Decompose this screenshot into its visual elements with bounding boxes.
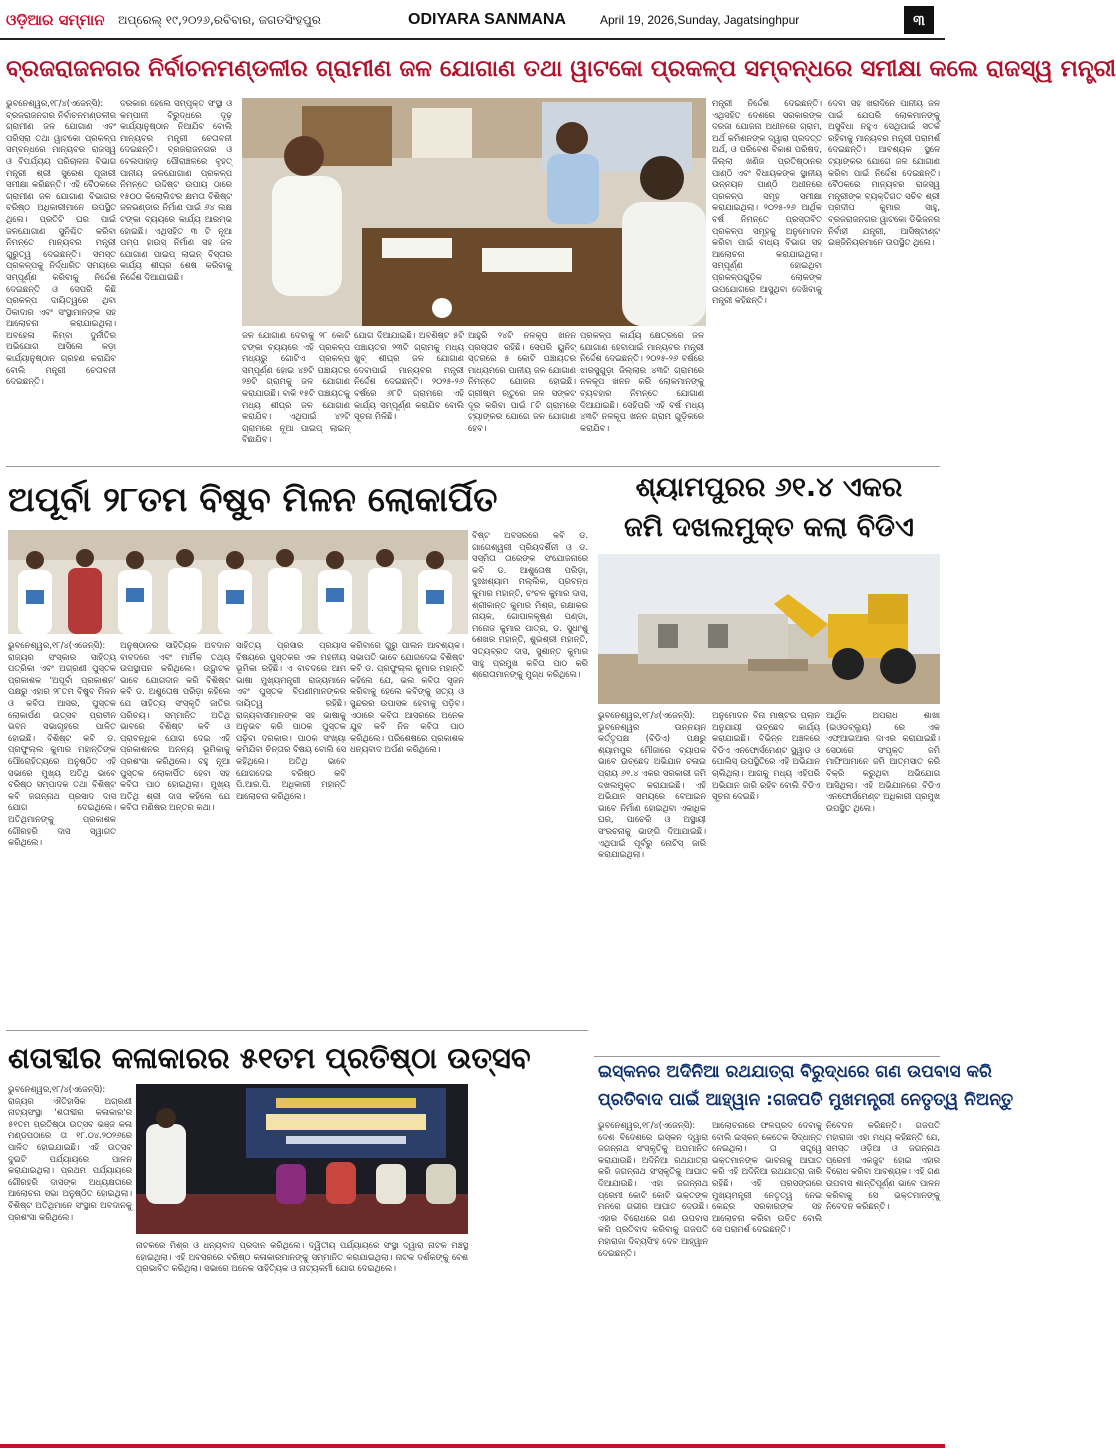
masthead: [0, 0, 945, 40]
date-odia: ଅପ୍ରେଲ୍ ୧୯,୨୦୨୬,ରବିବାର, ଜଗତସିଂହପୁର: [118, 13, 321, 27]
article-column: ସାହିତ୍ୟ ପ୍ରସାର ପ୍ରୟାସ ବିଷୟରେ ପୁସ୍ତକର ଏକ ମହନୀୟ ଭୂମିକା ରହିଛି। ଏ ବାବଦରେ ଆମ ଭାଷା ମୁଖ୍ୟମନ୍ତ୍ରୀ ରାଜ୍ୟମାନେ ଏବଂ ପୁସ୍ତକ ବିପଣୀମାନଙ୍କର ଦାୟିତ୍ୱ ରହିଛି। ରାଜ୍ୟବାସୀମାନଙ୍କ ସହ ଭାଷାକୁ ଅନୁଭବ କରି ପାଠକ ପୁସ୍ତକ ପଢ଼ିବା ଦରକାର। ପାଠକ ସଂଖ୍ୟା କମିଯିବା ଚିନ୍ତାର ବିଷୟ ବୋଲି ସେ କହିଥିଲେ। ଅତିଥି ଭାବେ ଯୋଗଦେଇ ବରିଷ୍ଠ କବି ପି.ଆର.ପି. ଅଧିକାରୀ ମହାନ୍ତି ଆଲୋଚନା କରିଥିଲେ।: [236, 640, 346, 801]
foundation-day-photo: [136, 1084, 468, 1234]
article-column: ପ୍ରକଳ୍ପ କାର୍ଯ୍ୟ କ୍ଷେତ୍ରରେ ଜଳ ଯୋଗାଣ ହେବାପାଇଁ ମାନ୍ୟବର ମନ୍ତ୍ରୀ ନିର୍ଦ୍ଦେଶ ଦେଇଛନ୍ତି। ୨୦୨୫-୨୬ ବର୍ଷରେ ଝାରସୁଗୁଡ଼ା ଜିଲ୍ଲାର ୪୩ଟି ଗ୍ରାମରେ ନଳକୂପ ଖନନ କରି ଲୋକମାନଙ୍କୁ ବ୍ୟବହାର ନିମନ୍ତେ ଯୋଗାଣ ଦିଆଯାଇଛି। ସେହିପରି ଏହି ବର୍ଷ ମଧ୍ୟ ୪୩ଟି ନଳକୂପ ଖନନ ଗ୍ରାମ ଗୁଡ଼ିକରେ କରାଯିବ।: [580, 330, 704, 433]
article-column: ଯୋଗ ଦିଆଯାଇଛି। ଅବଶିଷ୍ଟ ୫ଟି ପଞ୍ଚାୟତର ୨୩ଟି ଗ୍ରାମକୁ ମଧ୍ୟ ଖୁବ୍ ଶୀଘ୍ର ଜଳ ଯୋଗାଣ ଦେବାପାଇଁ ମାନ୍ୟବର ମନ୍ତ୍ରୀ ନିର୍ଦ୍ଦେଶ ଦେଇଛନ୍ତି। ୨୦୨୫-୨୬ ବର୍ଷରେ ୬୮ଟି ଗ୍ରାମରେ ଏହି କାର୍ଯ୍ୟ ସମ୍ପୂର୍ଣ୍ଣ କରାଯିବ ବୋଲି ସୂଚନା ମିଳିଛି।: [354, 330, 464, 422]
article-column: କରିବାରେ ଗୁରୁ ପାଲନ ଆବଶ୍ୟକ। ସଭାପତି ଭାବେ ଯୋଗଦେଇ ବିଶିଷ୍ଟ କବି ଡ. ପ୍ରଫୁଲ୍ଲ କୁମାର ମହାନ୍ତି କହିଲେ ଯେ, ଭଲ କବିତା ସୃଜନ କରିବାକୁ ହେଲେ କବିଙ୍କୁ ସତ୍ୟ ଓ ସୁନ୍ଦରର ଉପାସକ ହେବାକୁ ପଡ଼ିବ। ଏଠାରେ କବିତା ଆସରରେ ଅନେକ ଯୁବ କବି ନିଜ କବିତା ପାଠ କରିଥିଲେ। ପରିଶେଷରେ ପ୍ରକାଶକ ଧନ୍ୟବାଦ ଅର୍ପଣ କରିଥିଲେ।: [350, 640, 464, 755]
article-column: ଭୁବନେଶ୍ୱର,୧୮/୪(ଏଜେନ୍ସି): ବ୍ରଜରାଜନଗର ନିର୍ବାଚନମଣ୍ଡଳୀର ଗ୍ରାମୀଣ ଜଳ ଯୋଗାଣ ଏବଂ ପରିସ୍ରା ତଥା ୱାଟକୋ ପ୍ରକଳ୍ପ ସମ୍ବନ୍ଧରେ ମାନ୍ୟବର ରାଜସ୍ୱ ଓ ବିପର୍ଯ୍ୟୟ ପରିଚାଳନା ବିଭାଗ ମନ୍ତ୍ରୀ ଶ୍ରୀ ସୁରେଶ ପୂଜାରୀ ସମୀକ୍ଷା କରିଛନ୍ତି। ଏହି ବୈଠକରେ ଗ୍ରାମୀଣ ଜଳ ଯୋଗାଣ ବିଭାଗର ବରିଷ୍ଠ ଅଧିକାରୀମାନେ ଉପସ୍ଥିତ ଥିଲେ। ପ୍ରତିଟି ଘର ପାଇଁ ଜଳଯୋଗାଣ ସୁନିଶ୍ଚିତ କରିବା ନିମନ୍ତେ ମାନ୍ୟବର ମନ୍ତ୍ରୀ ଗୁରୁତ୍ୱ ଦେଇଛନ୍ତି। ସମସ୍ତ ପ୍ରକଳ୍ପକୁ ନିର୍ଦ୍ଧାରିତ ସମୟରେ ସମ୍ପୂର୍ଣ୍ଣ କରିବାକୁ ନିର୍ଦ୍ଦେଶ ଦେଇଛନ୍ତି ଓ ସେପରି କିଛି ପ୍ରକଳ୍ପ ଦାୟିତ୍ୱରେ ଥିବା ଠିକାଦାର ଏବଂ ସଂସ୍ଥାମାନଙ୍କ ସହ ଆଲୋଚନା କରାଯାଇଥିଲା। ଅବହେଳା କିମ୍ବା ଦୁର୍ନୀତିର ଅଭିଯୋଗ ଆସିଲେ କଡ଼ା କାର୍ଯ୍ୟାନୁଷ୍ଠାନ ଗ୍ରହଣ କରାଯିବ ବୋଲି ମନ୍ତ୍ରୀ ଚେତାବନୀ ଦେଇଛନ୍ତି।: [6, 98, 116, 387]
article-column: ଭୁବନେଶ୍ୱର,୧୮/୪(ଏଜେନ୍ସି): ଭୁବନେଶ୍ୱର ଉନ୍ନୟନ କର୍ତ୍ତୃପକ୍ଷ (ବିଡିଏ) ପକ୍ଷରୁ ଶ୍ୟାମପୁର ମୌଜାରେ ବ୍ୟାପକ ଭାବେ ଉଚ୍ଛେଦ ଅଭିଯାନ ଚଳାଇ ପ୍ରାୟ ୬୧.୪ ଏକର ସରକାରୀ ଜମି ଦଖଲମୁକ୍ତ କରାଯାଇଛି। ଏହି ଅଭିଯାନ ସମୟରେ ବେଆଇନ ଭାବେ ନିର୍ମାଣ ହୋଇଥିବା ଏକାଧିକ ଘର, ପାଚେରି ଓ ଅସ୍ଥାୟୀ ସଂରଚନାକୁ ଭାଙ୍ଗି ଦିଆଯାଇଛି। ଏଥିପାଇଁ ପୂର୍ବରୁ ନୋଟିସ୍ ଜାରି କରାଯାଇଥିଲା।: [598, 710, 706, 860]
divider: [6, 1030, 588, 1031]
divider: [594, 1056, 940, 1057]
article-column: ଆଲୋଚନାରେ ଫଳପ୍ରଦ ଦେବାକୁ ବୋଲି ଇସ୍କନ୍ କେତେକ ସିଦ୍ଧାନ୍ତ ନେଇଥିଲା। ତା ସତ୍ତ୍ୱେ ଭକ୍ତମାନଙ୍କ ଭାବନାକୁ ଆଘାତ କରି ଏହି ଅଦିନିଆ ରଥଯାତ୍ରା ଜାରି ରହିଛି। ଏହି ପ୍ରସଙ୍ଗରେ ମୁଖ୍ୟମନ୍ତ୍ରୀ ନେତୃତ୍ୱ ନେଇ କେନ୍ଦ୍ର ସରକାରଙ୍କ ସହ ଆଲୋଚନା କରିବା ଉଚିତ ବୋଲି ସେ ପରାମର୍ଶ ଦେଇଛନ୍ତି।: [712, 1120, 822, 1235]
meeting-photo-illustration: [242, 98, 706, 326]
paper-logo: ଓଡ଼ିଆର ସମ୍ମାନ: [6, 11, 105, 29]
divider: [6, 466, 940, 467]
page-bottom-rule: [0, 1444, 945, 1448]
demolition-illustration: [598, 554, 940, 704]
paper-name: ODIYARA SANMANA: [408, 11, 566, 28]
headline-bda-line2: ଜମି ଦଖଲମୁକ୍ତ କଲା ବିଡିଏ: [623, 512, 915, 543]
foundation-day-illustration: [136, 1084, 468, 1234]
book-release-illustration: [8, 530, 468, 634]
article-column: ଅନୁମୋଦନ ବିନା ମାଷ୍ଟର ପ୍ଲାନ ଅନୁଯାୟୀ ଉଚ୍ଛେଦ କାର୍ଯ୍ୟ କରାଯାଇଛି। ବିଭିନ୍ନ ଅଞ୍ଚଳରେ ବିଡିଏ ଏନଫୋର୍ସମେଣ୍ଟ ସ୍କ୍ୱାଡ ଓ ପୋଲିସ୍ ଉପସ୍ଥିତିରେ ଏହି ଅଭିଯାନ ଚାଲିଥିଲା। ଆଗକୁ ମଧ୍ୟ ଏହିପରି ଅଭିଯାନ ଜାରି ରହିବ ବୋଲି ବିଡିଏ ସୂଚନା ଦେଇଛି।: [712, 710, 820, 802]
article-column: ଭୁବନେଶ୍ୱର,୧୮/୪(ଏଜେନ୍ସି): ଦେଶ ବିଦେଶରେ ଇସ୍କନ ଦ୍ୱାରା ଜଗନ୍ନାଥ ସଂସ୍କୃତିକୁ ଅପମାନିତ କରାଯାଉଛି। ଅଦିନିଆ ରଥଯାତ୍ରା କରି ଜଗନ୍ନାଥ ସଂସ୍କୃତିକୁ ଆଘାତ ଦିଆଯାଉଛି। ଏହା ଜଗନ୍ନାଥ ପ୍ରେମୀ କୋଟି କୋଟି ଭକ୍ତଙ୍କ ମନରେ ଗଭୀର ଆଘାତ ଦେଉଛି। ଏହାର ବିରୋଧରେ ଗଣ ଉପବାସ କରି ପ୍ରତିବାଦ କରିବାକୁ ଗଜପତି ମହାରାଜା ଦିବ୍ୟସିଂହ ଦେବ ଆହ୍ୱାନ ଦେଇଛନ୍ତି।: [598, 1120, 708, 1258]
article-column: ଆହୁରି ୨୪ଟି ନଳକୂପ ଖନନ ପ୍ରସ୍ତାବ ରହିଛି। ସେପରି ୟୁନିଟ୍ ସ୍ତରରେ ୫ କୋଟି ପଞ୍ଚାୟତର ମାଧ୍ୟମରେ ପାନୀୟ ଜଳ ଯୋଗାଣ ନିମନ୍ତେ ଯୋଜନା ହୋଇଛି। ଗ୍ରୀଷ୍ମ ଋତୁରେ ଜଳ ସଙ୍କଟ ଦୂର କରିବା ପାଇଁ ୮ଟି ଗ୍ରାମରେ ଟ୍ୟାଙ୍କର ଯୋଗେ ଜଳ ଯୋଗାଣ ହେବ।: [468, 330, 576, 433]
headline-iskcon-line2: ପ୍ରତିବାଦ ପାଇଁ ଆହ୍ୱାନ :ଗଜପତି ମୁଖମନ୍ତ୍ରୀ ନେତୃତ୍ୱ ନିଅନ୍ତୁ: [598, 1090, 1014, 1110]
headline-apurba-release: ଅପୂର୍ବା ୨୮ତମ ବିଷୁବ ମିଳନ ଲୋକାର୍ପିତ: [8, 480, 498, 520]
headline-revenue-minister: ବ୍ରଜରାଜନଗର ନିର୍ବାଚନମଣ୍ଡଳୀର ଗ୍ରାମୀଣ ଜଳ ଯୋଗାଣ ତଥା ୱାଟକୋ ପ୍ରକଳ୍ପ ସମ୍ବନ୍ଧରେ ସମୀକ୍ଷା କଲେ ରାଜସ୍ୱ ମନ୍ତ୍ରୀ: [6, 56, 1116, 82]
meeting-photo: [242, 98, 706, 326]
article-column: ବିଷ୍ଟ ଅବସରରେ କବି ଡ. ଗାଗେଶ୍ୱରୀ ପ୍ରିୟଦର୍ଶିନୀ ଓ ଡ. ସସ୍ମିତା ତାରେଙ୍କ ସଂଯୋଜନାରେ କବି ଡ. ଆଶୁତୋଷ ପରିଡ଼ା, ଦୁଃଖଶ୍ୟାମ ମଲ୍ଲିକ, ପ୍ରବନ୍ଧ କୁମାର ମହାନ୍ତି, ଚଂଚଳ କୁମାର ଦାସ, ଶ୍ରୀକାନ୍ତ କୁମାର ମିଶ୍ର, ରକ୍ଷାକର ନାୟକ, ଗୋପାଳକୃଷ୍ଣ ପଣ୍ଡା, ମନୋଜ କୁମାର ପାତ୍ର, ଡ. ସୁଧାଂଶୁ ଶେଖର ମହାନ୍ତି, ଶୁଭଶ୍ରୀ ମହାନ୍ତି, ସତ୍ୟବ୍ରତ ଦାସ, ସୁଶାନ୍ତ କୁମାର ସାହୁ ପ୍ରମୁଖ କବିତା ପାଠ କରି ଶ୍ରୋତାମାନଙ୍କୁ ମୁଗ୍ଧ କରିଥିଲେ।: [472, 530, 588, 680]
article-column: ଦେବା ସହ ଖରାଦିନେ ପାନୀୟ ଜଳ ପାଇଁ ଯେପରି ଲୋକମାନଙ୍କୁ ଅସୁବିଧା ନହୁଏ ସେଥିପାଇଁ ସତର୍କ ରହିବାକୁ ମାନ୍ୟବର ମନ୍ତ୍ରୀ ପରାମର୍ଶ ଦେଇଛନ୍ତି। ଆବଶ୍ୟକ ସ୍ଥଳେ ଟ୍ୟାଙ୍କର ଯୋଗେ ଜଳ ଯୋଗାଣ କରିବା ପାଇଁ ନିର୍ଦ୍ଦେଶ ଦେଇଛନ୍ତି। ବୈଠକରେ ମାନ୍ୟବର ରାଜସ୍ୱ ମନ୍ତ୍ରୀଙ୍କ ବ୍ୟକ୍ତିଗତ ସଚିବ ଶ୍ରୀ ପ୍ରଦୀପ କୁମାର ସାହୁ, ବ୍ରଜରାଜନଗର ୱାଟକୋ ଡିଭିଜନର ନିର୍ବାହୀ ଯନ୍ତ୍ରୀ, ଆସିଷ୍ଟାଣ୍ଟ ଇଞ୍ଜିନିୟରମାନେ ଉପସ୍ଥିତ ଥିଲେ।: [828, 98, 940, 248]
article-column: ଅନୁଷ୍ଠାନର ସାହିତ୍ୟିକ ଅବଦାନ ବାବଦରେ ଏବଂ ମାର୍ମିକ ତଥ୍ୟ ଉପସ୍ଥାପନ କରିଥିଲେ। ଉଦ୍ଘାଟକ ଭାବେ ଯୋଗଦାନ କରି ବିଶିଷ୍ଟ କବି ଡ. ଅଶୁତୋଷ ପରିଡ଼ା କହିଲେ ଯେ ସାହିତ୍ୟ ସଂସ୍କୃତି ଜାତିର ପରିଚୟ। ସମ୍ମାନିତ ଅତିଥି ଭାବରେ ବିଶିଷ୍ଟ କବି ଓ ପ୍ରାବନ୍ଧିକ ଯୋଗ ଦେଇ ଏହି ପ୍ରକାଶନର ଅନନ୍ୟ ଭୂମିକାକୁ ପ୍ରଶଂସା କରିଥିଲେ। ବହୁ ନୂଆ ପୁସ୍ତକ ଲୋକାର୍ପିତ ହେବା ସହ କବିତା ପାଠ ହୋଇଥିଲା। ମୁଖ୍ୟ ଅତିଥି ଶ୍ରୀ ଦାସ କହିଲେ ଯେ କବିତା ମଣିଷର ଅନ୍ତର କଥା।: [120, 640, 230, 813]
article-column: ନିବେଦନ କରିଛନ୍ତି। ଗଜପତି ମହାରାଜା ଏହା ମଧ୍ୟ କହିଛନ୍ତି ଯେ, ସମସ୍ତ ଓଡ଼ିଆ ଓ ଜଗନ୍ନାଥ ପ୍ରେମୀ ଏକଜୁଟ ହୋଇ ଏହାର ବିରୋଧ କରିବା ଆବଶ୍ୟକ। ଏହି ଗଣ ଉପବାସ ଶାନ୍ତିପୂର୍ଣ୍ଣ ଭାବେ ପାଳନ କରିବାକୁ ସେ ଭକ୍ତମାନଙ୍କୁ ନିବେଦନ କରିଛନ୍ତି।: [826, 1120, 940, 1212]
article-column: ନାଟକରେ ମିଶ୍ର ଓ ଧନ୍ୟବାଦ ପ୍ରଦାନ କରିଥିଲେ। ଦ୍ୱିତୀୟ ପର୍ଯ୍ୟାୟରେ ସଂସ୍ଥା ଦ୍ୱାରା ନାଟକ ମଞ୍ଚସ୍ଥ ହୋଇଥିଲା। ଏହି ଅବସରରେ ବରିଷ୍ଠ କଳାକାରମାନଙ୍କୁ ସମ୍ମାନିତ କରାଯାଇଥିଲା। ନାଟକ ଦର୍ଶକଙ୍କୁ ବେଶ ପ୍ରଭାବିତ କରିଥିଲା। ସଭାରେ ଅନେକ ସାହିତ୍ୟିକ ଓ ନାଟ୍ୟକର୍ମୀ ଯୋଗ ଦେଇଥିଲେ।: [136, 1240, 468, 1274]
page-number: ୩: [904, 6, 934, 34]
date-english: April 19, 2026,Sunday, Jagatsinghpur: [600, 13, 800, 27]
article-column: ଭୁବନେଶ୍ୱର,୧୮/୪(ଏଜେନ୍ସି): ରାଜ୍ୟର ଐତିହାସିକ ଅଗ୍ରଣୀ ନାଟ୍ୟସଂସ୍ଥା 'ଶତାବ୍ଦୀର କଳାକାର'ର ୫୧ତମ ପ୍ରତିଷ୍ଠା ଉତ୍ସବ ଭଞ୍ଜ କଳା ମଣ୍ଡପଠାରେ ତା ୧୮.୦୪.୨୦୨୬ରେ ପାଳିତ ହୋଇଯାଇଛି। ଏହି ଉତ୍ସବ ଦୁଇଟି ପର୍ଯ୍ୟାୟରେ ପାଳନ କରାଯାଇଥିଲା। ପ୍ରଥମ ପର୍ଯ୍ୟାୟରେ ଗୌରହରି ଦାସଙ୍କ ଅଧ୍ୟକ୍ଷତାରେ ଆଲୋଚନା ସଭା ଅନୁଷ୍ଠିତ ହୋଇଥିଲା। ବିଶିଷ୍ଟ ଅତିଥିମାନେ ସଂସ୍ଥାର ଅବଦାନକୁ ପ୍ରଶଂସା କରିଥିଲେ।: [8, 1084, 132, 1222]
headline-iskcon-line1: ଇସ୍କନର ଅଦିନିଆ ରଥଯାତ୍ରା ବିରୁଦ୍ଧରେ ଗଣ ଉପବାସ କରି: [598, 1062, 992, 1082]
article-column: ଭୁବନେଶ୍ୱର,୧୮/୪(ଏଜେନ୍ସି): ରାଜ୍ୟର ସଂସ୍କାର ସାହିତ୍ୟ ପତ୍ରିକା ଏବଂ ଅଗ୍ରଣୀ ପୁସ୍ତକ ପ୍ରକାଶକ 'ଅପୂର୍ବା ପ୍ରକାଶନ' ପକ୍ଷରୁ ଏହାର ୨୮ତମ ବିଷୁବ ମିଳନ ଓ କବିତା ଆସର, ପୁସ୍ତକ ଲୋକାର୍ପଣ ଉତ୍ସବ ପ୍ରାଚୀନ ଭବନ ସଭାଗୃହରେ ପାଳିତ ହୋଇଛି। ବିଶିଷ୍ଟ କବି ଡ. ପ୍ରଫୁଲ୍ଲ କୁମାର ମହାନ୍ତିଙ୍କ ପୌରୋହିତ୍ୟରେ ଅନୁଷ୍ଠିତ ଏହି ସଭାରେ ମୁଖ୍ୟ ଅତିଥି ଭାବେ ବରିଷ୍ଠ ସମ୍ପାଦକ ତଥା ବିଶିଷ୍ଟ କବି ଜଗନ୍ନାଥ ପ୍ରସାଦ ଦାସ ଯୋଗ ଦେଇଥିଲେ। ଅତିଥିମାନଙ୍କୁ ପ୍ରକାଶକ ଗୌରହରି ଦାସ ସ୍ୱାଗତ କରିଥିଲେ।: [8, 640, 116, 848]
article-column: ଦରକାର ହେଲେ ସମ୍ପୃକ୍ତ ସଂସ୍ଥା ଓ କମ୍ପାନୀ ବିରୁଦ୍ଧରେ ଦୃଢ଼ କାର୍ଯ୍ୟାନୁଷ୍ଠାନ ନିଆଯିବ ବୋଲି ମାନ୍ୟବର ମନ୍ତ୍ରୀ ଚେତାବନୀ ଦେଇଛନ୍ତି। ବ୍ରଜରାଜନଗର ଓ ବେଲପାହାଡ଼ ପୌରାଞ୍ଚଳରେ ବୃହତ୍ ପାନୀୟ ଜଳଯୋଗାଣ ପ୍ରକଳ୍ପ ନିମନ୍ତେ ଉଦ୍ଦିଷ୍ଟ ଉପାୟ ଠାରେ ୧୫୦୦ କିଲୋଲିଟର କ୍ଷମତା ବିଶିଷ୍ଟ ଜଳଭଣ୍ଡାର ନିର୍ମାଣ ପାଇଁ ୬୪ ଲକ୍ଷ ଟଙ୍କା ବ୍ୟୟରେ କାର୍ଯ୍ୟ ଆରମ୍ଭ ହୋଇଛି। ଏଥିସହିତ ୩ ଟି ନୂଆ ପମ୍ପ ହାଉସ୍ ନିର୍ମାଣ ସହ ଜଳ ଯୋଗାଣ ପାଇପ୍ ଲାଇନ୍ ବିସ୍ତାର କାର୍ଯ୍ୟ ଶୀଘ୍ର ଶେଷ କରିବାକୁ ନିର୍ଦ୍ଦେଶ ଦିଆଯାଇଛି।: [120, 98, 232, 282]
book-release-photo: [8, 530, 468, 634]
demolition-photo: [598, 554, 940, 704]
article-column: ଆର୍ଥିକ ଅପରାଧ ଶାଖା (ଇଓଡବ୍ଲ୍ୟୁ) ରେ ଏକ ଏଫ୍ଆଇଆର ଦାଏର କରାଯାଇଛି। ସେଠାରେ ସଂପୃକ୍ତ ଜମି ମାଫିଆମାନେ ଜମି ଆତ୍ମସାତ କରି ବିକ୍ରି କରୁଥିବା ଅଭିଯୋଗ ଆସିଥିଲା। ଏହି ଅଭିଯାନରେ ବିଡିଏ ଏନଫୋର୍ସମେଣ୍ଟ ଅଧିକାରୀ ପ୍ରମୁଖ ଉପସ୍ଥିତ ଥିଲେ।: [826, 710, 940, 813]
headline-bda-line1: ଶ୍ୟାମପୁରର ୬୧.୪ ଏକର: [635, 472, 903, 503]
article-column: ଜଳ ଯୋଗାଣ ଦେବାକୁ ୨୮ କୋଟି ଟଙ୍କା ବ୍ୟୟରେ ଏହି ପ୍ରକଳ୍ପ ମଧ୍ୟରୁ ଗୋଟିଏ ପ୍ରକଳ୍ପ ସମ୍ପୂର୍ଣ୍ଣ ହୋଇ ୪୭ଟି ପଞ୍ଚାୟତର ୨୭ଟି ଗ୍ରାମକୁ ଜଳ ଯୋଗାଣ କରାଯାଉଛି। ବାକି ୧୫ଟି ପଞ୍ଚାୟତକୁ ମଧ୍ୟ ଶୀଘ୍ର ଜଳ ଯୋଗାଣ କରାଯିବ। ଏଥିପାଇଁ ୪୨ଟି ଗ୍ରାମରେ ନୂଆ ପାଇପ୍ ଲାଇନ୍ ବିଛାଯିବ।: [242, 330, 350, 445]
article-column: ମନ୍ତ୍ରୀ ନିର୍ଦ୍ଦେଶ ଦେଇଛନ୍ତି। ଏଥିସହିତ ଦେଶରେ ସରକାରଙ୍କ ଦରଜା ଯୋଜନା ଅଧୀନରେ ଗ୍ରାମ, ଅର୍ଥ କମିଶନଙ୍କ ଦ୍ୱାରା ପ୍ରଦତ୍ତ ଅର୍ଥ, ଓ ପରିବେଶ ବିକାଶ ପରିଷଦ, ଜିଲ୍ଲା ଖଣିଜ ପ୍ରତିଷ୍ଠାନର ପାଣ୍ଠି ଏବଂ ବିଧାୟକଙ୍କ ସ୍ଥାନୀୟ ଉନ୍ନୟନ ପାଣ୍ଠି ଅଧୀନରେ ପ୍ରକଳ୍ପ ସମୂହ ସମୀକ୍ଷା କରାଯାଇଥିଲା। ୨୦୨୫-୨୬ ଆର୍ଥିକ ବର୍ଷ ନିମନ୍ତେ ପ୍ରସ୍ତାବିତ ପ୍ରକଳ୍ପ ସମୂହକୁ ଅନୁମୋଦନ କରିବା ପାଇଁ ବାଧ୍ୟ ବିଭାଗ ସହ ଆଲୋଚନା କରାଯାଇଥିଲା। ସମ୍ପୂର୍ଣ୍ଣ ହୋଇଥିବା ପ୍ରକଳ୍ପଗୁଡ଼ିକ ଲୋକଙ୍କ ଉପଯୋଗରେ ଆସୁଥିବା ଦେଖିବାକୁ ମନ୍ତ୍ରୀ କହିଛନ୍ତି।: [712, 98, 822, 306]
headline-satabdira-kalakar: ଶତାବ୍ଦୀର କଳାକାରର ୫୧ତମ ପ୍ରତିଷ୍ଠା ଉତ୍ସବ: [8, 1041, 531, 1075]
